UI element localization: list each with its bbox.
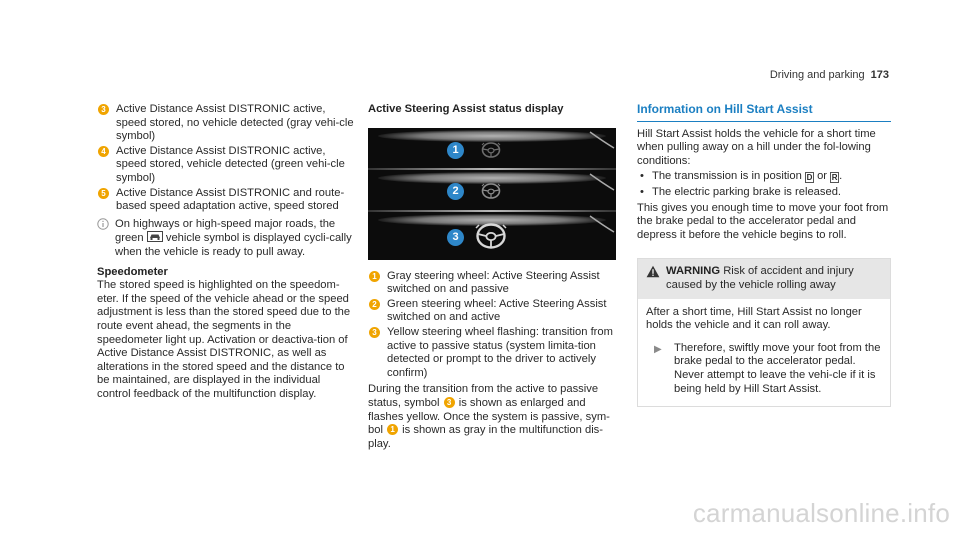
speedometer-text: The stored speed is highlighted on the speedom-eter. If the speed of the vehicle ahead or the speed adjustment is less than the stored speed due to the route event ahead, the segments in the speedometer light up. Activation or deactiva-tion of Active Distance Assist DISTRONIC, as well as alterations in the stored speed and the distance to be maintained, are displayed in the individual control feedback of the multifunction display. — [97, 279, 351, 400]
item-marker: 2 — [369, 299, 380, 310]
note-text-end: vehicle symbol is displayed cycli-cally when the vehicle is ready to pull away. — [115, 232, 352, 258]
inline-marker: 1 — [387, 424, 398, 435]
list-item — [368, 298, 618, 325]
inline-marker: 3 — [444, 397, 455, 408]
display-marker: 3 — [447, 229, 464, 246]
column-middle — [368, 103, 618, 451]
note-text-start: On highways or high-speed major roads, the green — [115, 217, 336, 245]
item-marker: 1 — [369, 271, 380, 282]
item-text: Active Distance Assist DISTRONIC active, speed stored, no vehicle detected (gray vehi-cle symbol) — [116, 103, 354, 143]
note — [97, 218, 355, 260]
bullet-item — [637, 186, 891, 200]
status-display-heading: Active Steering Assist status display — [368, 103, 564, 115]
item-marker: 3 — [369, 327, 380, 338]
display-marker: 1 — [447, 142, 464, 159]
warning-label: WARNING — [666, 265, 721, 278]
paragraph-text: is shown as enlarged and flashes yellow. Once the system is passive, sym-bol — [368, 396, 610, 437]
steering-wheel-gray-icon — [480, 141, 502, 159]
warning-body — [638, 299, 890, 407]
item-marker: 3 — [98, 104, 109, 115]
section-title: Information on Hill Start Assist — [637, 102, 813, 116]
section-divider — [637, 121, 891, 122]
item-marker: 5 — [98, 188, 109, 199]
item-text: Gray steering wheel: Active Steering Assist switched on and passive — [387, 269, 600, 296]
warning-box — [637, 258, 891, 407]
list-item — [97, 145, 355, 186]
vehicle-ahead-icon — [147, 231, 163, 242]
list-item — [97, 187, 355, 214]
steering-wheel-enlarged-icon — [474, 221, 508, 251]
section-name: Driving and parking — [769, 69, 865, 81]
action-text: Therefore, swiftly move your foot from the brake pedal to the accelerator pedal. Never attempt to leave the vehi-cle if it is being held by Hill Start Assist. — [674, 341, 881, 395]
column-right — [637, 103, 891, 407]
arrow-right-icon: ▶ — [654, 343, 662, 355]
display-marker: 2 — [447, 183, 464, 200]
intro-text: Hill Start Assist holds the vehicle for a short time when pulling away on a hill under the fol-lowing conditions: — [637, 127, 876, 167]
paragraph-text: During the transition from the active to passive status, symbol — [368, 383, 599, 409]
bullet-text: The electric parking brake is released. — [652, 185, 842, 198]
bullet-text: . — [839, 170, 843, 183]
speedometer-heading: Speedometer — [97, 265, 168, 278]
bullet-item — [637, 170, 891, 184]
page-number: 173 — [870, 69, 889, 81]
after-text: This gives you enough time to move your foot from the brake pedal to the accelerator pedal and depress it before the vehicle begins to roll. — [637, 201, 889, 241]
item-marker: 4 — [98, 146, 109, 157]
item-text: Active Distance Assist DISTRONIC and route-based speed adaptation active, speed stored — [116, 186, 345, 213]
steering-wheel-green-icon — [480, 182, 502, 200]
display-row-1 — [368, 130, 616, 170]
watermark: carmanualsonline.info — [692, 498, 950, 528]
list-item — [97, 103, 355, 144]
warning-risk: Risk of accident and injury caused by the vehicle rolling away — [666, 265, 854, 291]
gear-d-symbol: D — [806, 173, 813, 183]
warning-text: After a short time, Hill Start Assist no longer holds the vehicle and it can roll away. — [646, 305, 862, 332]
status-display-image — [368, 128, 616, 260]
bullet-text: The transmission is in position — [652, 170, 802, 183]
column-left — [97, 103, 355, 401]
item-text: Green steering wheel: Active Steering Assist switched on and active — [387, 297, 607, 324]
bullet-icon: • — [640, 185, 644, 198]
item-text: Active Distance Assist DISTRONIC active, speed stored, vehicle detected (green vehi-cle symbol) — [116, 144, 345, 184]
bullet-text: or — [817, 170, 828, 183]
display-row-2 — [368, 172, 616, 212]
display-row-3 — [368, 214, 616, 260]
bullet-icon: • — [640, 170, 644, 183]
item-text: Yellow steering wheel flashing: transition from active to passive status (system limita-tion detected or prompt to the driver to actively confirm) — [387, 325, 613, 379]
list-item — [368, 326, 618, 380]
action-step — [646, 342, 882, 396]
warning-triangle-icon — [646, 265, 660, 278]
page-header — [770, 69, 889, 81]
info-icon — [97, 218, 109, 230]
gear-r-symbol: R — [831, 173, 838, 183]
warning-header — [638, 259, 890, 298]
list-item — [368, 270, 618, 297]
paragraph-text: is shown as gray in the multifunction dis-play. — [368, 424, 604, 450]
transition-paragraph — [368, 383, 618, 451]
